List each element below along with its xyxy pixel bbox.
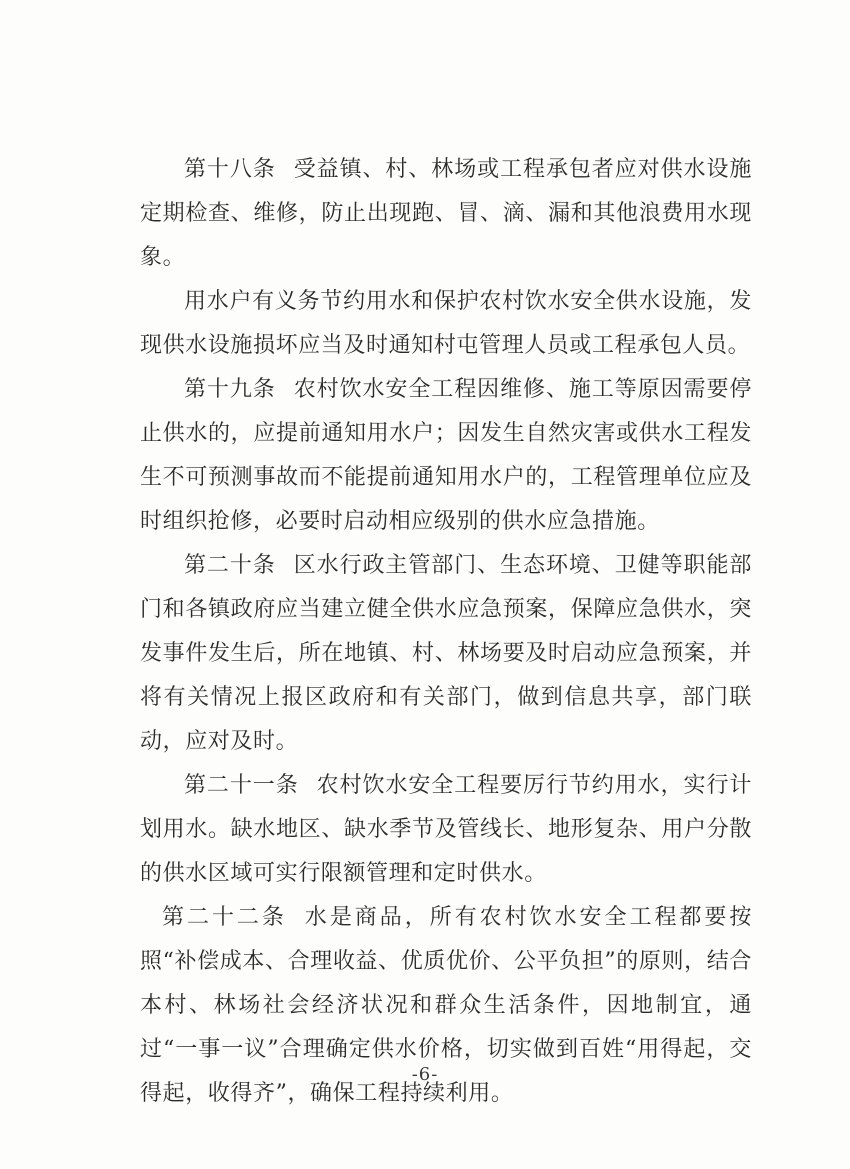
article-number: 第十八条 xyxy=(184,157,276,182)
paragraph-article-20 xyxy=(140,544,752,764)
paragraph-text: 水是商品，所有农村饮水安全工程都要按照“补偿成本、合理收益、优质优价、公平负担”的原则，结合本村、林场社会经济状况和群众生活条件，因地制宜，通过“一事一议”合理确定供水价格，切实做到百姓“用得起，交得起，收得齐”，确保工程持续利用。 xyxy=(140,905,752,1106)
paragraph-article-18 xyxy=(140,148,752,280)
paragraph-text: 受益镇、村、林场或工程承包者应对供水设施定期检查、维修，防止出现跑、冒、滴、漏和其他浪费用水现象。 xyxy=(140,157,752,270)
document-body xyxy=(140,148,752,1116)
article-number: 第二十一条 xyxy=(184,773,299,798)
paragraph-text: 农村饮水安全工程因维修、施工等原因需要停止供水的，应提前通知用水户；因发生自然灾害或供水工程发生不可预测事故而不能提前通知用水户的，工程管理单位应及时组织抢修，必要时启动相应级别的供水应急措施。 xyxy=(140,377,752,534)
article-number: 第二十条 xyxy=(184,553,276,578)
paragraph-water-users xyxy=(140,280,752,368)
paragraph-article-19 xyxy=(140,368,752,544)
paragraph-text: 用水户有义务节约用水和保护农村饮水安全供水设施，发现供水设施损坏应当及时通知村屯管理人员或工程承包人员。 xyxy=(140,289,752,358)
paragraph-article-21 xyxy=(140,764,752,896)
paragraph-text: 农村饮水安全工程要厉行节约用水，实行计划用水。缺水地区、缺水季节及管线长、地形复杂、用户分散的供水区域可实行限额管理和定时供水。 xyxy=(140,773,752,886)
page-number: -6- xyxy=(411,1064,439,1085)
paragraph-text: 区水行政主管部门、生态环境、卫健等职能部门和各镇政府应当建立健全供水应急预案，保障应急供水，突发事件发生后，所在地镇、村、林场要及时启动应急预案，并将有关情况上报区政府和有关部门，做到信息共享，部门联动，应对及时。 xyxy=(140,553,752,754)
article-number: 第十九条 xyxy=(184,377,276,402)
article-number: 第二十二条 xyxy=(162,905,287,930)
